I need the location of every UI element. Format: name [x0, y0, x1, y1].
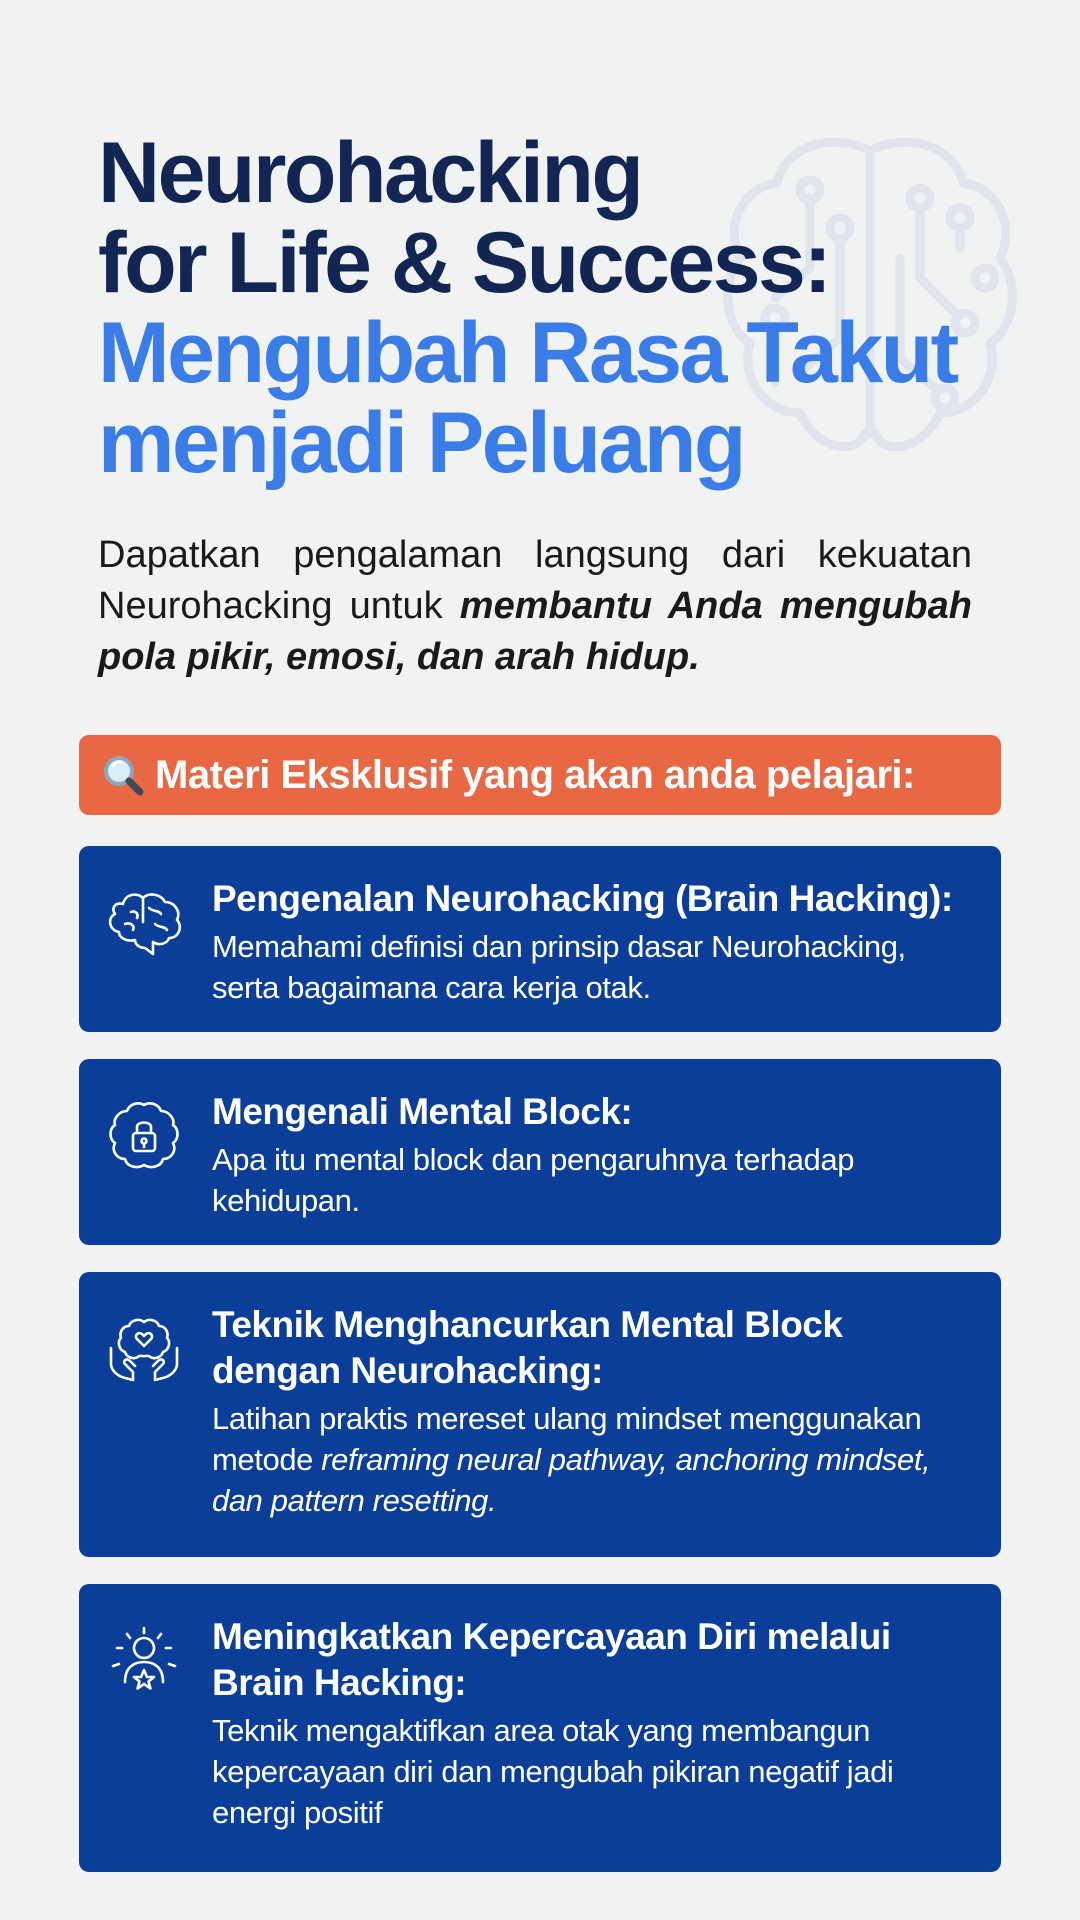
topic-heading: Meningkatkan Kepercayaan Diri melalui Brain Hacking:: [212, 1616, 891, 1703]
topic-description: [212, 1398, 961, 1521]
topic-heading: Teknik Menghancurkan Mental Block dengan Neurohacking:: [212, 1304, 843, 1391]
topic-heading: Mengenali Mental Block:: [212, 1091, 633, 1132]
hands-brain-heart-icon: [103, 1308, 185, 1390]
magnifier-icon: [101, 753, 145, 797]
lead-paragraph: [98, 530, 972, 683]
person-star-icon: [103, 1620, 185, 1702]
lead-text: Dapatkan pengalaman langsung dari kekuatan Neurohacking untuk: [98, 534, 972, 627]
section-label: Materi Eksklusif yang akan anda pelajari:: [155, 752, 915, 797]
subtitle-line-2: menjadi Peluang: [98, 395, 744, 491]
hero-title: [98, 125, 998, 491]
description-italic: reframing neural pathway, anchoring mindset, dan pattern resetting.: [212, 1442, 931, 1518]
topic-description: Apa itu mental block dan pengaruhnya terhadap kehidupan.: [212, 1142, 855, 1218]
topic-card-1: [79, 846, 1001, 1032]
lead-emphasis: membantu Anda mengubah pola pikir, emosi, dan arah hidup.: [98, 585, 972, 678]
topic-card-4: [79, 1584, 1001, 1872]
topic-description: Teknik mengaktifkan area otak yang membangun kepercayaan diri dan mengubah pikiran negatif jadi energi positif: [212, 1713, 894, 1830]
topic-card-3: [79, 1272, 1001, 1557]
section-header: [79, 735, 1001, 815]
description-text: Latihan praktis mereset ulang mindset menggunakan metode: [212, 1401, 922, 1477]
title-line-2: for Life & Success:: [98, 215, 830, 311]
topic-heading: Pengenalan Neurohacking (Brain Hacking):: [212, 878, 953, 919]
brain-icon: [103, 882, 185, 964]
topic-card-2: [79, 1059, 1001, 1245]
topic-description: Memahami definisi dan prinsip dasar Neurohacking, serta bagaimana cara kerja otak.: [212, 929, 906, 1005]
subtitle-line-1: Mengubah Rasa Takut: [98, 305, 957, 401]
brain-lock-icon: [103, 1095, 185, 1177]
title-line-1: Neurohacking: [98, 125, 642, 221]
